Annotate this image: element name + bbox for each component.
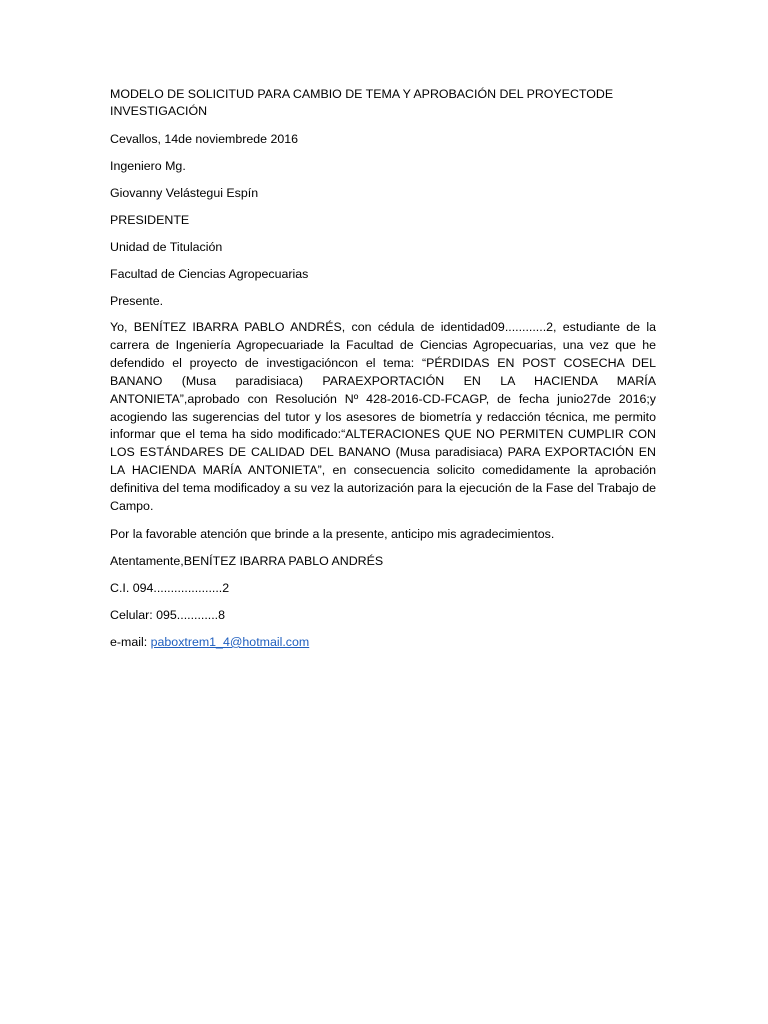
id-number: C.I. 094....................2: [110, 580, 230, 595]
email-line: [110, 633, 656, 651]
greeting: Presente.: [110, 294, 164, 308]
recipient-faculty: Facultad de Ciencias Agropecuarias: [110, 267, 309, 281]
date-line: Cevallos, 14de noviembrede 2016: [110, 132, 299, 146]
recipient-role: PRESIDENTE: [110, 213, 190, 227]
document-title: MODELO DE SOLICITUD PARA CAMBIO DE TEMA Y APROBACIÓN DEL PROYECTODE INVESTIGACIÓN: [110, 87, 614, 118]
recipient-unit: Unidad de Titulación: [110, 240, 223, 254]
email-link[interactable]: paboxtrem1_4@hotmail.com: [150, 634, 310, 649]
email-label: e-mail:: [110, 634, 151, 649]
phone-number: Celular: 095............8: [110, 607, 226, 622]
recipient-title: Ingeniero Mg.: [110, 159, 186, 173]
signature-line: Atentamente,BENÍTEZ IBARRA PABLO ANDRÉS: [110, 553, 384, 568]
closing-sentence: Por la favorable atención que brinde a la presente, anticipo mis agradecimientos.: [110, 526, 555, 541]
recipient-name: Giovanny Velástegui Espín: [110, 186, 259, 200]
request-body: Yo, BENÍTEZ IBARRA PABLO ANDRÉS, con cédula de identidad09............2, estudiante de la carrera de Ingeniería Agropecuariade la Facultad de Ciencias Agropecuarias, una vez que he defendido el proyecto de investigacióncon el tema: “PÉRDIDAS EN POST COSECHA DEL BANANO (Musa paradisiaca) PARAEXPORTACIÓN EN LA HACIENDA MARÍA ANTONIETA”,aprobado con Resolución Nº 428-2016-CD-FCAGP, de fecha junio27de 2016;y acogiendo las sugerencias del tutor y los asesores de biometría y redacción técnica, me permito informar que el tema ha sido modificado:“ALTERACIONES QUE NO PERMITEN CUMPLIR CON LOS ESTÁNDARES DE CALIDAD DEL BANANO (Musa paradisiaca) PARA EXPORTACIÓN EN LA HACIENDA MARÍA ANTONIETA”, en consecuencia solicito comedidamente la aprobación definitiva del tema modificadoy a su vez la autorización para la ejecución de la Fase del Trabajo de Campo.: [110, 320, 656, 514]
document-page: [110, 86, 656, 660]
